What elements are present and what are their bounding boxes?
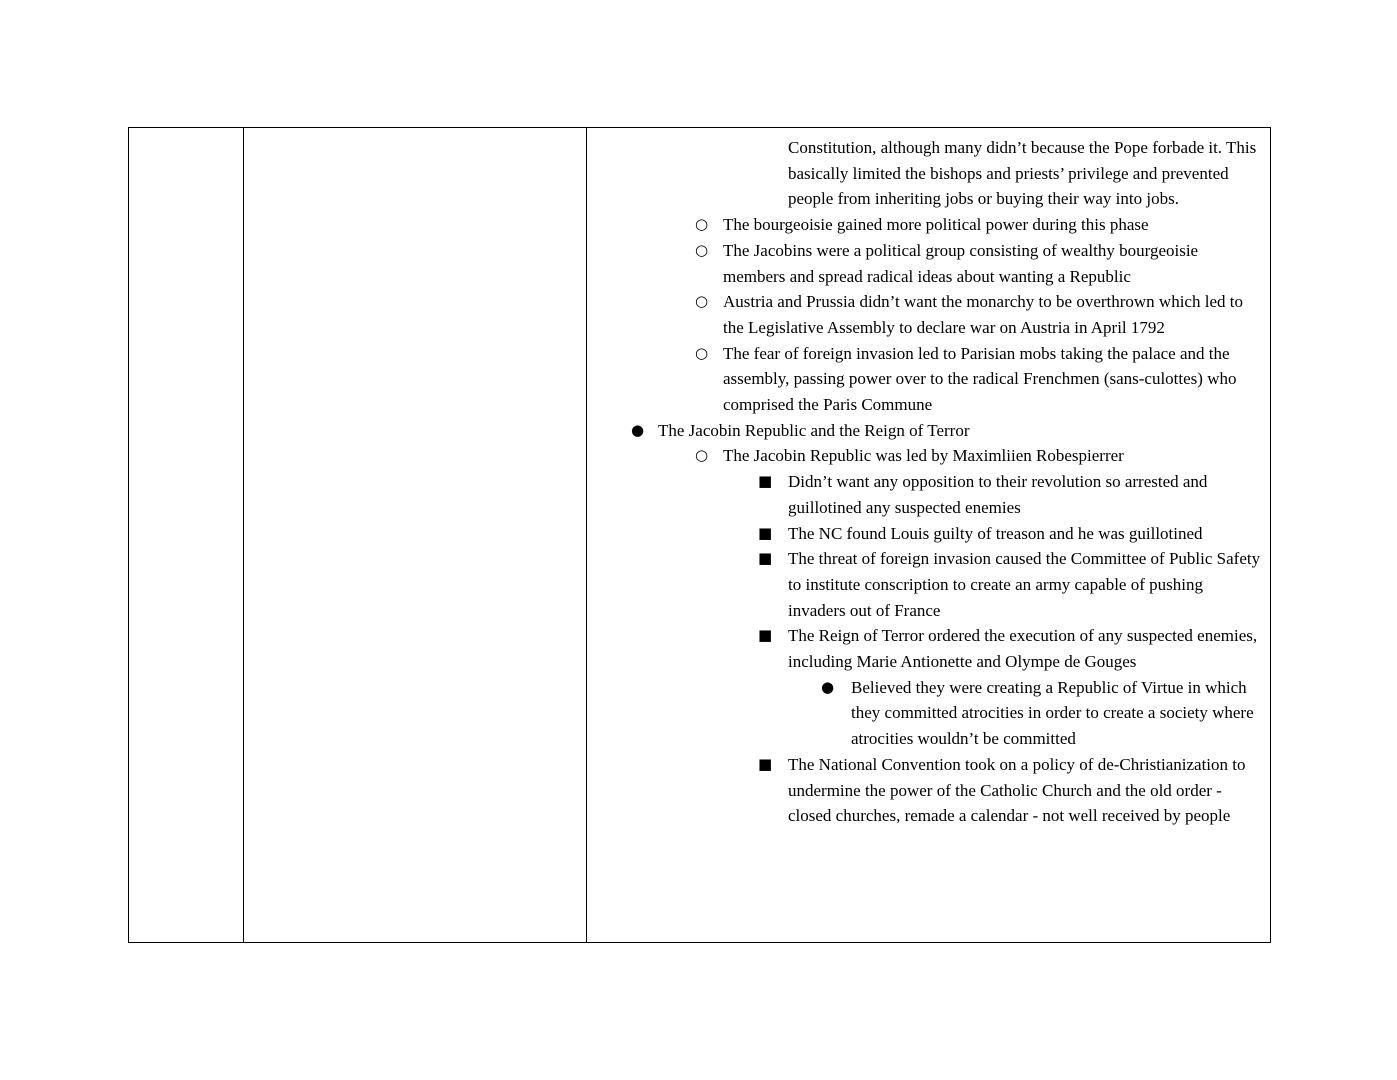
list-item-text: Believed they were creating a Republic of Virtue in which they committed atrocities in order to create a society where atrocities wouldn’t be committed [851,677,1254,749]
list-item [587,418,1262,444]
list-item-text: The Jacobins were a political group consisting of wealthy bourgeoisie members and spread radical ideas about wanting a Republic [723,240,1199,286]
square-bullet-icon: ■ [758,472,773,491]
list-item [587,752,1262,829]
document-table [128,127,1271,943]
list-item-text: The Jacobin Republic and the Reign of Terror [658,420,970,440]
list-item [587,675,1262,752]
list-item-text: Austria and Prussia didn’t want the monarchy to be overthrown which led to the Legislative Assembly to declare war on Austria in April 1792 [723,292,1243,337]
list-item-text: The threat of foreign invasion caused the Committee of Public Safety to institute conscription to create an army capable of pushing invaders out of France [788,549,1261,620]
list-item-text: The fear of foreign invasion led to Parisian mobs taking the palace and the assembly, passing power over to the radical Frenchmen (sans-culottes) who comprised the Paris Commune [723,343,1237,415]
square-bullet-icon: ■ [758,754,773,773]
table-cell-notes [587,128,1270,942]
list-item-text: The bourgeoisie gained more political power during this phase [723,215,1149,235]
list-item [587,341,1262,418]
continuation-paragraph: Constitution, although many didn’t because the Pope forbade it. This basically limited the bishops and priests’ privilege and prevented people from inheriting jobs or buying their way into jobs. [788,138,1257,209]
list-item [587,238,1262,289]
list-item [587,289,1262,340]
table-cell-empty-2 [244,128,587,942]
circle-bullet-icon: ○ [695,292,709,311]
circle-bullet-icon: ○ [695,343,709,362]
list-item-text: The National Convention took on a policy of de-Christianization to undermine the power of the Catholic Church and the old order - closed churches, remade a calendar - not well received by people [788,754,1246,826]
circle-bullet-icon: ○ [695,240,709,259]
list-item [587,521,1262,547]
list-item-text: Didn’t want any opposition to their revolution so arrested and guillotined any suspected enemies [788,472,1208,517]
list-item [587,212,1262,238]
list-item [587,623,1262,674]
list-item-text: The Reign of Terror ordered the execution of any suspected enemies, including Marie Antionette and Olympe de Gouges [788,626,1258,672]
table-cell-empty-1 [129,128,244,942]
list-item-text: The Jacobin Republic was led by Maximliien Robespierrer [723,446,1124,466]
bullet-list [587,212,1262,829]
list-item-text: The NC found Louis guilty of treason and he was guillotined [788,523,1203,543]
circle-bullet-icon: ○ [695,446,709,465]
disc-bullet-icon: ● [631,420,645,439]
list-item [587,546,1262,623]
list-item [587,469,1262,520]
circle-bullet-icon: ○ [695,215,709,234]
square-bullet-icon: ■ [758,626,773,645]
disc-bullet-icon: ● [821,677,835,696]
list-item [587,443,1262,469]
square-bullet-icon: ■ [758,549,773,568]
square-bullet-icon: ■ [758,523,773,542]
